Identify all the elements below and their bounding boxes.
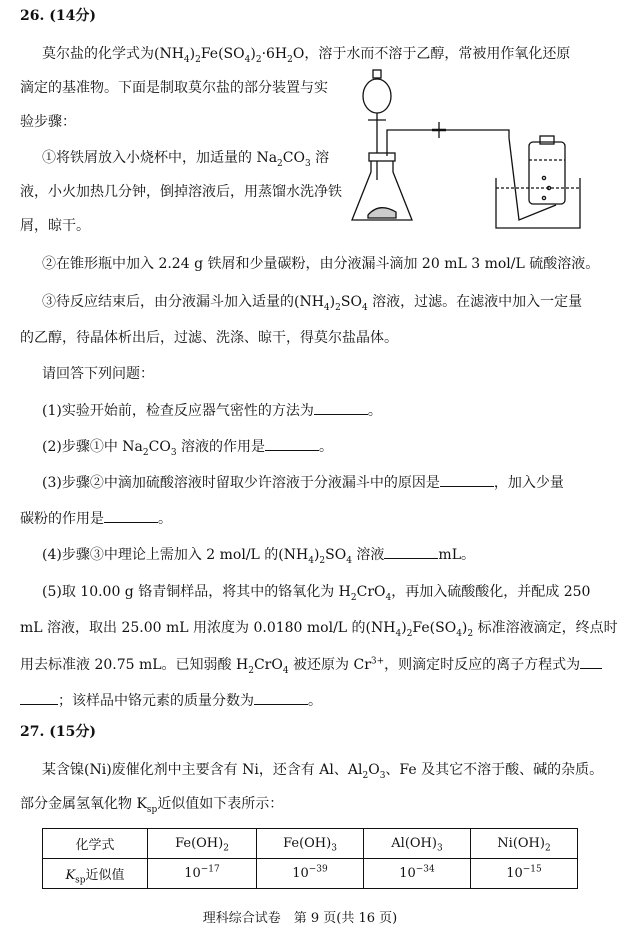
table-head-label: 化学式 [43, 829, 148, 859]
q26-intro-line3: 验步骤： [20, 114, 76, 130]
answer-blank[interactable] [20, 690, 58, 705]
q26-step3-line1: ③待反应结束后，由分液漏斗加入适量的$(NH_4)_2SO_4$ 溶液，过滤。在滤液中加入一定量 [42, 294, 583, 313]
table-value-cell: $10^{-34}$ [364, 859, 471, 889]
q26-part5-line2: mL 溶液，取出 25.00 mL 用浓度为 0.0180 mol/L 的$(NH_4)_2Fe(SO_4)_2$ 标准溶液滴定，终点时 [20, 620, 618, 639]
table-head-cell: $Ni(OH)_2$ [471, 829, 578, 859]
answer-blank[interactable] [104, 508, 158, 523]
table-head-cell: $Fe(OH)_3$ [257, 829, 364, 859]
table-head-cell: $Al(OH)_3$ [364, 829, 471, 859]
q27-intro-line2: 部分金属氢氧化物 $K_{sp}$近似值如下表所示： [20, 796, 284, 815]
table-value-cell: $10^{-17}$ [148, 859, 257, 889]
answer-blank[interactable] [314, 400, 368, 415]
q26-step3-line2: 的乙醇，待晶体析出后，过滤、洗涤、晾干，得莫尔盐晶体。 [20, 330, 398, 346]
apparatus-diagram [344, 60, 584, 235]
answer-blank[interactable] [265, 436, 319, 451]
q27-intro-line1: 某含镍(Ni)废催化剂中主要含有 Ni，还含有 Al、$Al_2O_3$、Fe 及其它不溶于酸、碱的杂质。 [42, 762, 604, 781]
page-footer: 理科综合试卷 第 9 页(共 16 页) [202, 911, 398, 926]
q26-part5-line4: ；该样品中铬元素的质量分数为 。 [20, 690, 322, 711]
q26-intro-line1: 莫尔盐的化学式为$(NH_4)_2Fe(SO_4)_2\cdot 6H_2O$，溶于水而不溶于乙醇，常被用作氧化还原 [42, 46, 571, 65]
flask-stopper [369, 153, 395, 161]
funnel-bulb [363, 79, 391, 113]
q26-step2: ②在锥形瓶中加入 2.24 g 铁屑和少量碳粉，由分液漏斗滴加 20 mL 3 mol/L 硫酸溶液。 [42, 256, 600, 272]
q26-part5-line3: 用去标准液 20.75 mL。已知弱酸 $H_2CrO_4$ 被还原为 $Cr^{3+}$，则滴定时反应的离子方程式为 [20, 654, 602, 675]
ksp-table [42, 828, 578, 889]
water-trough [496, 178, 580, 228]
table-value-cell: $10^{-15}$ [471, 859, 578, 889]
q26-header: 26. (14分) [20, 8, 96, 24]
q26-part1: (1)实验开始前，检查反应器气密性的方法为 。 [42, 400, 382, 421]
answer-blank[interactable] [580, 654, 602, 669]
q26-part5-line1: (5)取 10.00 g 铬青铜样品，将其中的铬氧化为 $H_2CrO_4$，再加入硫酸酸化，并配成 250 [42, 584, 591, 603]
q26-intro-line2: 滴定的基准物。下面是制取莫尔盐的部分装置与实 [20, 80, 328, 96]
q26-part3-line2: 碳粉的作用是 。 [20, 508, 172, 529]
q26-part4: (4)步骤③中理论上需加入 2 mol/L 的$(NH_4)_2SO_4$ 溶液 mL。 [42, 544, 475, 565]
answer-blank[interactable] [440, 472, 494, 487]
answer-blank[interactable] [384, 544, 438, 559]
q26-part2: (2)步骤①中 $Na_2CO_3$ 溶液的作用是 。 [42, 436, 333, 457]
q26-step1-line3: 屑，晾干。 [20, 218, 90, 234]
table-value-cell: $10^{-39}$ [257, 859, 364, 889]
collecting-bottle [529, 142, 565, 204]
table-head-cell: $Fe(OH)_2$ [148, 829, 257, 859]
q26-answer-prompt: 请回答下列问题： [42, 366, 154, 382]
tube-to-trough [509, 138, 556, 220]
answer-blank[interactable] [254, 690, 308, 705]
table-row-label: $K_{sp}$近似值 [43, 859, 148, 889]
delivery-tube [387, 130, 509, 156]
iron-filings [368, 208, 396, 218]
ksp-table-value-row [43, 859, 578, 889]
q26-part3-line1: (3)步骤②中滴加硫酸溶液时留取少许溶液于分液漏斗中的原因是 ，加入少量 [42, 472, 564, 493]
ksp-table-header-row [43, 829, 578, 859]
q26-step1-line1: ①将铁屑放入小烧杯中，加适量的 $Na_2CO_3$ 溶 [42, 150, 330, 169]
q26-step1-line2: 液，小火加热几分钟，倒掉溶液后，用蒸馏水洗净铁 [20, 184, 342, 200]
q27-header: 27. (15分) [20, 724, 96, 740]
funnel-stopper [373, 70, 381, 78]
bottle-neck [540, 136, 554, 144]
